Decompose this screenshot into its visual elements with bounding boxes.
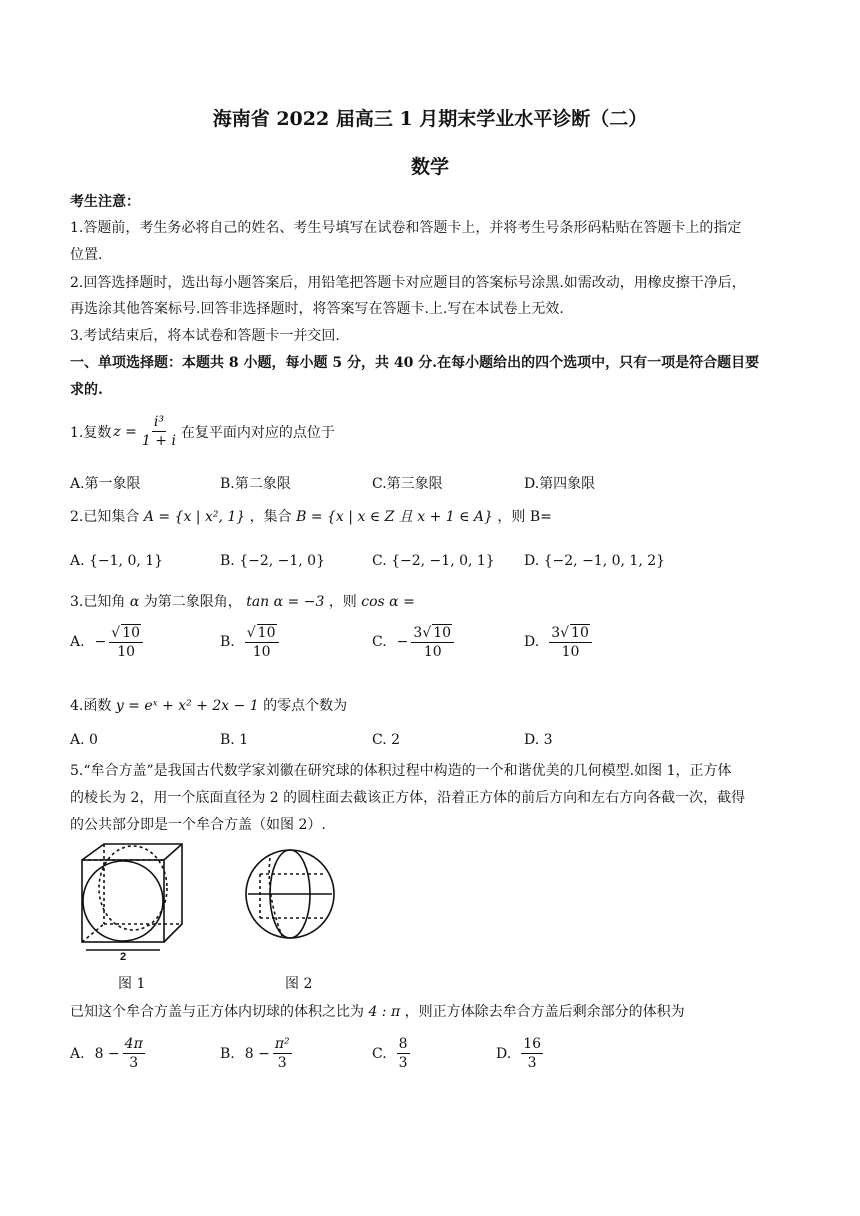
q3-option-a-radicand: 10 <box>122 625 141 641</box>
section-1-instructions-line-1: 一、单项选择题：本题共 8 小题，每小题 5 分，共 40 分.在每小题给出的四个选项中，只有一项是符合题目要 <box>70 355 760 371</box>
q3-option-d <box>524 624 595 660</box>
q5-option-a-fraction <box>123 1036 145 1071</box>
notice-item-3: 3.考试结束后，将本试卷和答题卡一并交回. <box>70 328 340 344</box>
q3-option-b-denominator: 10 <box>252 644 271 661</box>
q5-option-a-label: A. <box>70 1045 85 1062</box>
q3-option-c-radicand: 10 <box>433 625 452 641</box>
q2-option-b: B. {−2, −1, 0} <box>220 553 325 569</box>
q3-option-c-denominator: 10 <box>423 644 442 661</box>
q1-option-d: D.第四象限 <box>524 476 596 492</box>
question-5-line-1: 5.“牟合方盖”是我国古代数学家刘徽在研究球的体积过程中构造的一个和谐优美的几何模型.如图 1，正方体 <box>70 763 732 779</box>
question-1-stem <box>70 414 335 449</box>
q3-prefix: 3.已知角 <box>70 594 126 610</box>
q3-mid: 为第二象限角， <box>143 594 242 610</box>
exam-subject: 数学 <box>410 156 449 178</box>
notice-item-1-line-1: 1.答题前，考生务必将自己的姓名、考生号填写在试卷和答题卡上，并将考生号条形码粘贴在答题卡上的指定 <box>70 220 742 236</box>
q1-option-b: B.第二象限 <box>220 476 291 492</box>
question-5-line-3: 的公共部分即是一个牟合方盖（如图 2）. <box>70 817 326 833</box>
q5-option-d <box>496 1036 546 1071</box>
q5-option-c-numerator: 8 <box>397 1036 410 1054</box>
figure-1-edge-length: 2 <box>120 951 127 962</box>
q3-option-b <box>220 624 282 660</box>
q3-option-c-sign: − <box>396 634 409 651</box>
figure-2-mouhe-fanggai <box>242 846 338 942</box>
q5-option-b-denominator: 3 <box>277 1055 287 1072</box>
q3-option-b-fraction: $\frac{√ 10}{10}$ <box>245 624 279 660</box>
q5-option-b <box>220 1036 295 1071</box>
q3-option-a-fraction: $\frac{√ 10}{10}$ <box>109 624 143 660</box>
q5-option-d-fraction <box>521 1036 543 1071</box>
q1-fraction <box>140 414 178 449</box>
q3-option-c-coefficient: 3 <box>413 625 423 641</box>
q5-option-c-label: C. <box>372 1045 387 1062</box>
q3-option-c-fraction: $\frac{3√ 10}{10}$ <box>411 624 454 660</box>
q4-option-d: D. 3 <box>524 732 553 748</box>
q2-prefix: 2.已知集合 <box>70 509 140 525</box>
figure-1-cube <box>76 838 188 962</box>
front-circle <box>83 861 163 941</box>
q1-option-a: A.第一象限 <box>70 476 141 492</box>
q1-suffix: 在复平面内对应的点位于 <box>180 424 335 441</box>
question-2-stem <box>70 506 552 526</box>
q5-option-a-lead: 8 − <box>94 1045 120 1062</box>
cube-back-edges <box>82 844 182 942</box>
notice-item-2-line-2: 再选涂其他答案标号.回答非选择题时，将答案写在答题卡.上.写在本试卷上无效. <box>70 301 564 317</box>
notice-item-1-line-2: 位置. <box>70 247 103 263</box>
q5-option-d-denominator: 3 <box>527 1055 537 1072</box>
figure-2-drawing <box>242 846 338 942</box>
q2-option-a: A. {−1, 0, 1} <box>70 553 164 569</box>
q1-lhs: z = <box>113 423 137 440</box>
q3-option-d-fraction: $\frac{3√ 10}{10}$ <box>549 624 592 660</box>
q4-expression: y = eˣ + x² + 2x − 1 <box>115 698 259 714</box>
q3-cos: cos α = <box>361 594 415 610</box>
q2-set-a: A = {x | x², 1} <box>143 509 246 525</box>
q3-option-a-sign: − <box>94 634 107 651</box>
q5-ratio: 4 : π <box>368 1004 401 1020</box>
q3-tan: tan α = −3 <box>246 594 325 610</box>
q4-suffix: 的零点个数为 <box>263 698 348 714</box>
figure-1-caption: 图 1 <box>118 976 146 992</box>
q3-option-d-coefficient: 3 <box>551 625 561 641</box>
q5-option-b-lead: 8 − <box>244 1045 270 1062</box>
q3-option-d-label: D. <box>524 634 540 651</box>
question-5-line-2: 的棱长为 2，用一个底面直径为 2 的圆柱面去截该正方体，沿着正方体的前后方向和左右方向各截一次，截得 <box>70 790 746 806</box>
figure-2-caption: 图 2 <box>285 976 313 992</box>
q3-option-c <box>372 624 457 660</box>
q4-prefix: 4.函数 <box>70 698 112 714</box>
q2-mid: ，集合 <box>249 509 292 525</box>
figure-1-drawing <box>76 838 188 962</box>
q5-option-b-numerator: π² <box>273 1036 292 1054</box>
q3-option-a-denominator: 10 <box>117 644 136 661</box>
q1-prefix: 1.复数 <box>70 424 112 441</box>
q3-option-d-denominator: 10 <box>561 644 580 661</box>
q5-option-c-fraction <box>397 1036 410 1071</box>
notice-heading: 考生注意： <box>70 194 140 210</box>
q4-option-a: A. 0 <box>70 732 98 748</box>
q5-option-d-numerator: 16 <box>521 1036 543 1054</box>
q5-option-b-label: B. <box>220 1045 235 1062</box>
question-5-stem <box>70 1001 685 1021</box>
q2-suffix: ，则 B= <box>497 509 552 525</box>
q3-option-d-radicand: 10 <box>571 625 589 641</box>
q5-stem-prefix: 已知这个牟合方盖与正方体内切球的体积之比为 <box>70 1004 364 1020</box>
q3-option-a-label: A. <box>70 634 85 651</box>
q3-option-b-radicand: 10 <box>257 625 276 641</box>
notice-item-2-line-1: 2.回答选择题时，选出每小题答案后，用铅笔把答题卡对应题目的答案标号涂黑.如需改动，用橡皮擦干净后， <box>70 275 746 291</box>
q4-option-c: C. 2 <box>372 732 401 748</box>
q3-option-a <box>70 624 146 660</box>
q3-alpha: α <box>129 594 140 610</box>
q2-set-b: B = {x | x ∈ Z 且 x + 1 ∈ A} <box>296 509 493 525</box>
q5-option-a <box>70 1036 148 1071</box>
cube-top-right-edge <box>164 844 182 860</box>
q5-option-a-denominator: 3 <box>129 1055 139 1072</box>
section-1-instructions-line-2: 求的. <box>70 382 103 398</box>
q5-option-a-numerator: 4π <box>123 1036 145 1054</box>
inner-cylinder-section <box>99 846 167 930</box>
q5-stem-suffix: ，则正方体除去牟合方盖后剩余部分的体积为 <box>404 1004 685 1020</box>
q5-option-c <box>372 1036 413 1071</box>
q4-option-b: B. 1 <box>220 732 249 748</box>
q3-option-b-label: B. <box>220 634 235 651</box>
q2-option-c: C. {−2, −1, 0, 1} <box>372 553 495 569</box>
q3-option-c-label: C. <box>372 634 387 651</box>
q5-option-d-label: D. <box>496 1045 512 1062</box>
q1-denominator: 1 + i <box>141 433 176 450</box>
q5-option-c-denominator: 3 <box>398 1055 408 1072</box>
q3-suffix: ，则 <box>328 594 357 610</box>
question-3-stem <box>70 591 415 611</box>
q5-option-b-fraction <box>273 1036 292 1071</box>
q2-option-d: D. {−2, −1, 0, 1, 2} <box>524 553 666 569</box>
q1-option-c: C.第三象限 <box>372 476 443 492</box>
question-4-stem <box>70 695 347 715</box>
q1-numerator: i³ <box>152 414 166 432</box>
exam-title: 海南省 2022 届高三 1 月期末学业水平诊断（二） <box>212 108 648 130</box>
